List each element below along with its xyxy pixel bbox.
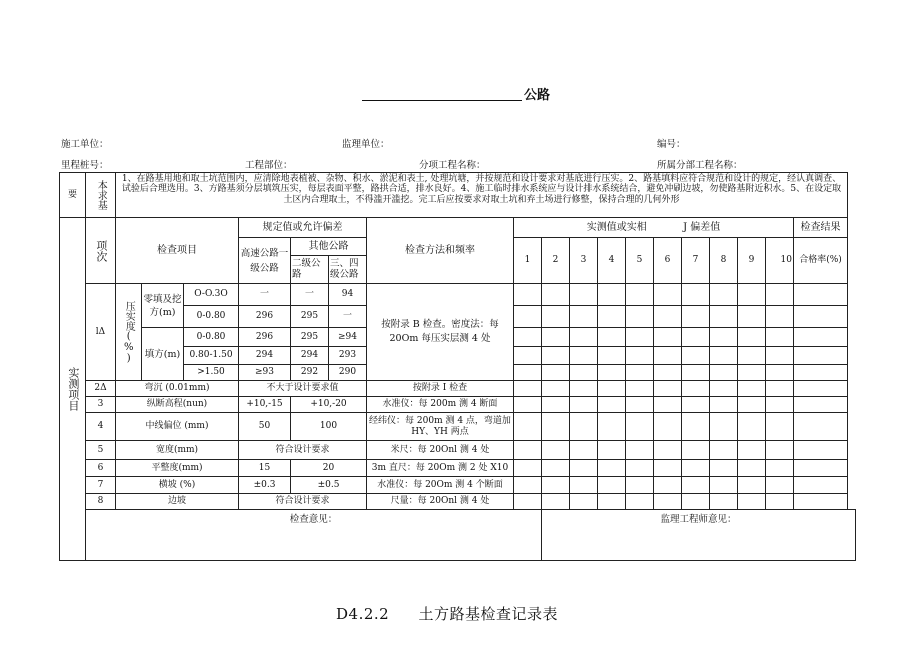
item-name: 中线偏位 (mm) xyxy=(116,413,239,441)
item-name: 宽度(mm) xyxy=(116,441,239,460)
item-no: 5 xyxy=(86,441,116,460)
col-measured xyxy=(514,218,794,238)
col-other: 其他公路 xyxy=(291,238,367,256)
measure-col-10: 10 xyxy=(766,238,794,284)
station-label: 里程桩号： xyxy=(61,160,109,171)
measure-col-4: 4 xyxy=(598,238,626,284)
inspection-opinion: 检查意见： xyxy=(86,510,542,561)
item-no: 6 xyxy=(86,460,116,477)
section-label: 实测项目 xyxy=(60,218,86,561)
item-name: 边坡 xyxy=(116,494,239,510)
highway-cell: ≥93 xyxy=(239,365,291,381)
item-highway: +10,-15 xyxy=(239,397,291,413)
col-method: 检查方法和频率 xyxy=(367,218,514,284)
col-allowed: 规定值或允许偏差 xyxy=(239,218,367,238)
item-other: ±0.5 xyxy=(291,477,367,494)
form-name: 土方路基检查记录表 xyxy=(418,605,558,623)
item-highway: ±0.3 xyxy=(239,477,291,494)
item-spec: 不大于设计要求值 xyxy=(239,381,367,397)
measure-col-8: 8 xyxy=(710,238,738,284)
zero-fill-label: 零填及挖方(m) xyxy=(142,284,184,328)
form-footer xyxy=(336,603,558,624)
fill-label: 填方(m) xyxy=(142,328,184,381)
measure-col-3: 3 xyxy=(570,238,598,284)
item-method: 米尺：每 20Onl 测 4 处 xyxy=(367,441,514,460)
depth-cell: >1.50 xyxy=(184,365,239,381)
item-spec: 符合设计要求 xyxy=(239,441,367,460)
item-spec: 符合设计要求 xyxy=(239,494,367,510)
requirements-text: 1、在路基用地和取土坑范围内，应清除地表植被、杂物、积水、淤泥和表土, 处理坑塘，并按规范和设计要求对基底进行压实。2、路基填料应符合规范和设计的规定，经认真调查、试验后合理选用。3、方路基须分层填筑压实，每层表面平整，路拱合适，排水良好。4、施工临时排水系统应与设计排水系统结合，避免冲刷边坡，勿使路基附近积水。5、在设定取土区内合理取土，不得滥开滥挖。完工后应按要求对取土坑和弃土场进行修整，保持合理的几何外形 xyxy=(116,173,848,218)
col-grade34: 三、四级公路 xyxy=(329,256,367,284)
col-result: 检查结果 xyxy=(794,218,848,238)
item-method: 水准仪：每 20Om 测 4 个断面 xyxy=(367,477,514,494)
col-highway: 高速公路一级公路 xyxy=(239,238,291,284)
title-blank-line xyxy=(362,100,522,101)
grade34-cell: ≥94 xyxy=(329,328,367,347)
construction-unit-label: 施工单位： xyxy=(61,139,109,150)
item-method: 尺量：每 20Onl 测 4 处 xyxy=(367,494,514,510)
inspection-table xyxy=(59,172,856,561)
highway-cell: 一 xyxy=(239,284,291,306)
grade34-cell: 一 xyxy=(329,306,367,328)
depth-cell: 0-0.80 xyxy=(184,328,239,347)
measure-col-7: 7 xyxy=(682,238,710,284)
number-label: 编号： xyxy=(657,139,686,150)
grade2-cell: 295 xyxy=(291,328,329,347)
item-name: 弯沉 (0.01mm) xyxy=(116,381,239,397)
col-grade2: 二级公路 xyxy=(291,256,329,284)
item-highway: 15 xyxy=(239,460,291,477)
item-highway: 50 xyxy=(239,413,291,441)
item-name: 横坡 (%) xyxy=(116,477,239,494)
requirements-label-a: 要 xyxy=(60,173,86,218)
grade2-cell: 294 xyxy=(291,347,329,365)
item-method: 经纬仪：每 200m 测 4 点，弯道加 HY、YH 两点 xyxy=(367,413,514,441)
grade2-cell: 295 xyxy=(291,306,329,328)
grade34-cell: 293 xyxy=(329,347,367,365)
highway-cell: 296 xyxy=(239,306,291,328)
measure-col-5: 5 xyxy=(626,238,654,284)
grade2-cell: 一 xyxy=(291,284,329,306)
item-method: 3m 直尺：每 20Om 测 2 处 X10 xyxy=(367,460,514,477)
item-name: 纵断高程(nun) xyxy=(116,397,239,413)
item-other: 20 xyxy=(291,460,367,477)
highway-cell: 294 xyxy=(239,347,291,365)
item-method: 水准仪：每 200m 测 4 断面 xyxy=(367,397,514,413)
compaction-label: 压实度(%) xyxy=(116,284,142,381)
compaction-method: 按附录 B 检查。密度法：每 20Om 每压实层测 4 处 xyxy=(367,284,514,381)
form-code: D4.2.2 xyxy=(336,605,390,623)
compaction-item-no: lΔ xyxy=(86,284,116,381)
grade2-cell: 292 xyxy=(291,365,329,381)
highway-cell: 296 xyxy=(239,328,291,347)
supervision-unit-label: 监理单位： xyxy=(342,139,390,150)
sub-item-name-label: 分项工程名称： xyxy=(419,160,486,171)
item-no: 3 xyxy=(86,397,116,413)
page-title: 公路 xyxy=(524,88,551,103)
measure-col-6: 6 xyxy=(654,238,682,284)
item-no: 4 xyxy=(86,413,116,441)
grade34-cell: 290 xyxy=(329,365,367,381)
item-no: 7 xyxy=(86,477,116,494)
division-name-label: 所属分部工程名称： xyxy=(657,160,743,171)
grade34-cell: 94 xyxy=(329,284,367,306)
item-other: 100 xyxy=(291,413,367,441)
col-check-item: 检查项目 xyxy=(116,218,239,284)
measure-col-2: 2 xyxy=(542,238,570,284)
item-method: 按附录 I 检查 xyxy=(367,381,514,397)
depth-cell: 0-0.80 xyxy=(184,306,239,328)
project-site-label: 工程部位： xyxy=(245,160,293,171)
depth-cell: O-O.3O xyxy=(184,284,239,306)
measure-col-9: 9 xyxy=(738,238,766,284)
col-pass-rate: 合格率(%) xyxy=(794,238,848,284)
supervisor-opinion: 监理工程师意见： xyxy=(542,510,856,561)
depth-cell: 0.80-1.50 xyxy=(184,347,239,365)
item-other: +10,-20 xyxy=(291,397,367,413)
measure-col-1: 1 xyxy=(514,238,542,284)
item-name: 平整度(mm) xyxy=(116,460,239,477)
col-measured-a: 实测值或实相 xyxy=(586,221,647,233)
item-no: 8 xyxy=(86,494,116,510)
col-item-no: 项次 xyxy=(86,218,116,284)
item-no: 2Δ xyxy=(86,381,116,397)
col-measured-b: J 偏差值 xyxy=(683,221,721,233)
requirements-label-b: 本求基 xyxy=(86,173,116,218)
